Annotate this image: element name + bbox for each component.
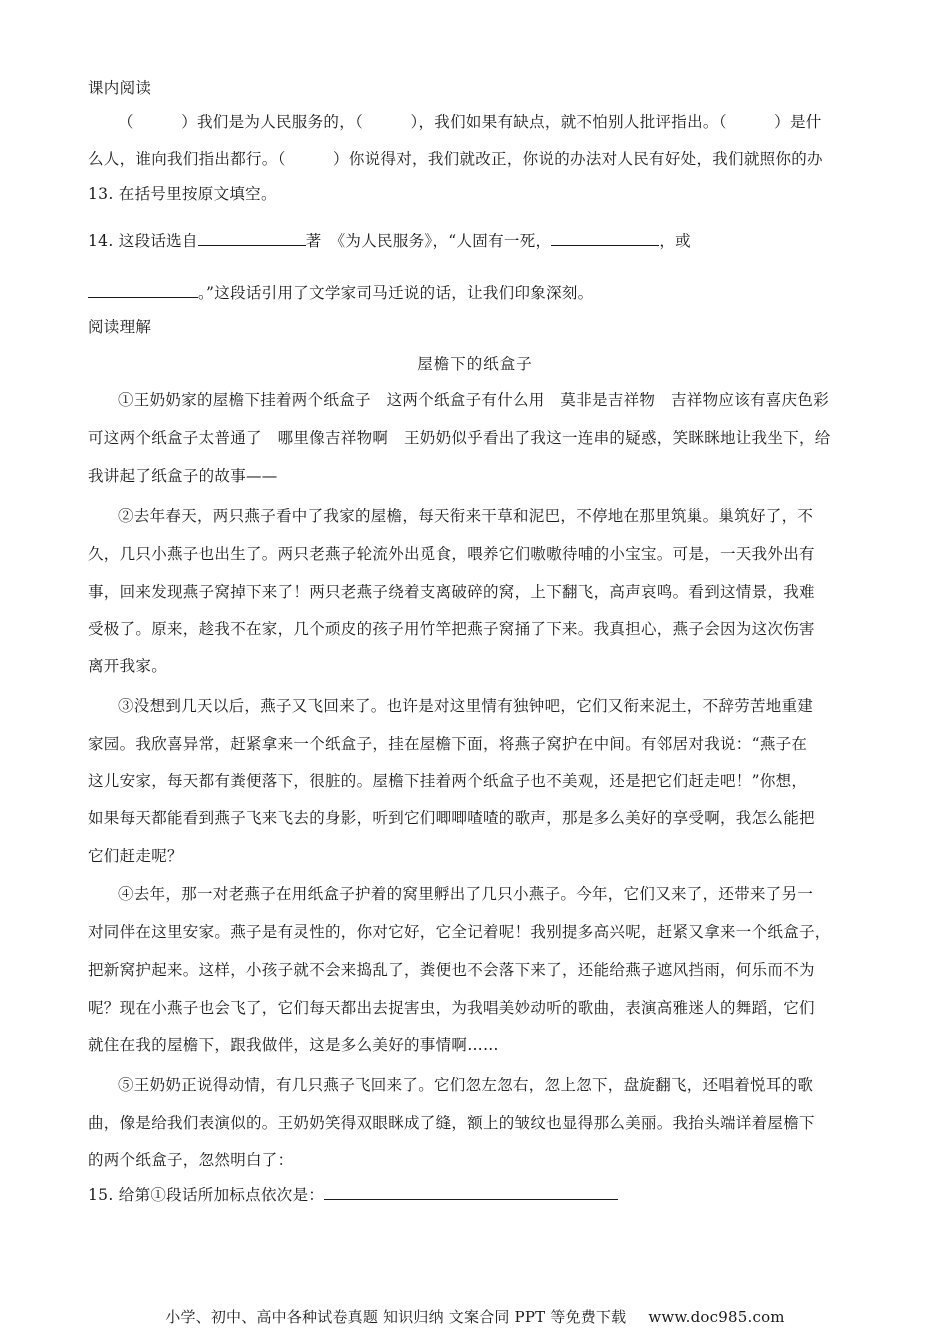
article-paragraph-line: 曲，像是给我们表演似的。王奶奶笑得双眼眯成了缝，额上的皱纹也显得那么美丽。我抬头端详着屋檐下 [88, 1114, 815, 1132]
article-paragraph-line: 离开我家。 [88, 657, 168, 675]
article-paragraph-line: ⑤王奶奶正说得动情，有几只燕子飞回来了。它们忽左忽右，忽上忽下，盘旋翻飞，还唱着悦耳的歌 [118, 1076, 814, 1094]
page-footer [0, 1307, 950, 1327]
article-paragraph-line: 我讲起了纸盒子的故事—— [88, 467, 278, 485]
answer-blank[interactable] [551, 231, 659, 246]
article-title: 屋檐下的纸盒子 [417, 355, 533, 373]
answer-blank[interactable] [198, 231, 306, 246]
article-paragraph-line: 这儿安家，每天都有粪便落下，很脏的。屋檐下挂着两个纸盒子也不美观，还是把它们赶走吧！”你想， [88, 772, 808, 790]
question-13: 13. 在括号里按原文填空。 [88, 185, 277, 203]
footer-url[interactable]: www.doc985.com [648, 1308, 785, 1326]
question-14-continued [88, 283, 868, 303]
article-paragraph-line: 它们赶走呢？ [88, 847, 183, 865]
article-paragraph-line: 事，回来发现燕子窝掉下来了！两只老燕子绕着支离破碎的窝，上下翻飞，高声哀鸣。看到这情景，我难 [88, 583, 815, 601]
article-paragraph-line: 可这两个纸盒子太普通了 哪里像吉祥物啊 王奶奶似乎看出了我这一连串的疑惑，笑眯眯地让我坐下，给 [88, 429, 831, 447]
question-14-text-c: ，或 [659, 232, 691, 250]
question-14 [88, 231, 868, 251]
answer-blank[interactable] [88, 283, 198, 298]
question-15-text: 15. 给第①段话所加标点依次是： [88, 1186, 325, 1204]
article-paragraph-line: 如果每天都能看到燕子飞来飞去的身影，听到它们唧唧喳喳的歌声，那是多么美好的享受啊，我怎么能把 [88, 809, 815, 827]
section-heading-in-class-reading: 课内阅读 [88, 79, 152, 97]
question-14-text-d: 。”这段话引用了文学家司马迁说的话，让我们印象深刻。 [198, 284, 594, 302]
article-paragraph-line: 久，几只小燕子也出生了。两只老燕子轮流外出觅食，喂养它们嗷嗷待哺的小宝宝。可是，一天我外出有 [88, 545, 815, 563]
answer-blank[interactable] [324, 1185, 618, 1200]
article-paragraph-line: ①王奶奶家的屋檐下挂着两个纸盒子 这两个纸盒子有什么用 莫非是吉祥物 吉祥物应该有喜庆色彩 [118, 391, 830, 409]
passage-line: 么人，谁向我们指出都行。（ ）你说得对，我们就改正，你说的办法对人民有好处，我们就照你的办 [88, 150, 823, 168]
footer-text: 小学、初中、高中各种试卷真题 知识归纳 文案合同 PPT 等免费下载 [165, 1308, 627, 1326]
article-paragraph-line: 呢？现在小燕子也会飞了，它们每天都出去捉害虫，为我唱美妙动听的歌曲，表演高雅迷人的舞蹈，它们 [88, 999, 815, 1017]
article-paragraph-line: 把新窝护起来。这样，小孩子就不会来捣乱了，粪便也不会落下来了，还能给燕子遮风挡雨，何乐而不为 [88, 961, 815, 979]
article-paragraph-line: ③没想到几天以后，燕子又飞回来了。也许是对这里情有独钟吧，它们又衔来泥土，不辞劳苦地重建 [118, 697, 814, 715]
question-14-text-a: 14. 这段话选自 [88, 232, 198, 250]
article-paragraph-line: 对同伴在这里安家。燕子是有灵性的，你对它好，它全记着呢！我别提多高兴呢，赶紧又拿来一个纸盒子， [88, 923, 831, 941]
article-paragraph-line: 受极了。原来，趁我不在家，几个顽皮的孩子用竹竿把燕子窝捅了下来。我真担心，燕子会因为这次伤害 [88, 620, 815, 638]
section-heading-reading-comprehension: 阅读理解 [88, 318, 152, 336]
article-paragraph-line: ②去年春天，两只燕子看中了我家的屋檐，每天衔来干草和泥巴，不停地在那里筑巢。巢筑好了，不 [118, 507, 814, 525]
article-paragraph-line: 的两个纸盒子，忽然明白了： [88, 1151, 294, 1169]
passage-line: （ ）我们是为人民服务的，（ ），我们如果有缺点，就不怕别人批评指出。（ ）是什 [118, 113, 822, 131]
question-14-text-b: 著 《为人民服务》，“人固有一死， [305, 232, 552, 250]
article-paragraph-line: ④去年，那一对老燕子在用纸盒子护着的窝里孵出了几只小燕子。今年，它们又来了，还带来了另一 [118, 885, 814, 903]
question-15 [88, 1185, 868, 1205]
article-paragraph-line: 家园。我欣喜异常，赶紧拿来一个纸盒子，挂在屋檐下面，将燕子窝护在中间。有邻居对我说：“燕子在 [88, 735, 808, 753]
article-paragraph-line: 就住在我的屋檐下，跟我做伴，这是多么美好的事情啊…… [88, 1036, 499, 1054]
